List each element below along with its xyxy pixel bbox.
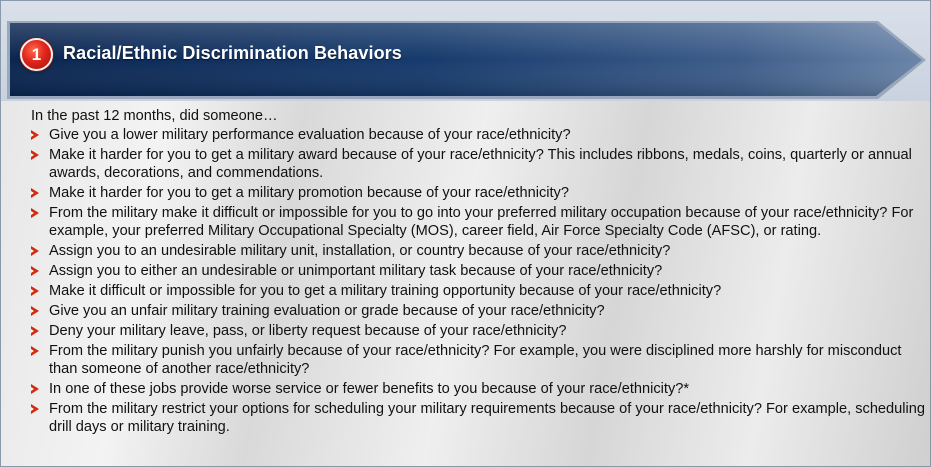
list-item [31, 302, 926, 320]
list-item [31, 400, 926, 436]
bullet-arrow-icon [31, 208, 39, 218]
list-item [31, 242, 926, 260]
bullet-arrow-icon [31, 306, 39, 316]
list-item [31, 126, 926, 144]
list-item-text: Give you an unfair military training evaluation or grade because of your race/ethnicity? [49, 302, 605, 319]
section-number-badge: 1 [20, 38, 53, 71]
list-item-text: In one of these jobs provide worse service or fewer benefits to you because of your race/ethnicity?* [49, 380, 690, 397]
bullet-arrow-icon [31, 266, 39, 276]
list-item [31, 380, 926, 398]
question-body [31, 107, 926, 438]
bullet-arrow-icon [31, 286, 39, 296]
title-banner [1, 1, 931, 101]
list-item-text: Assign you to either an undesirable or unimportant military task because of your race/ethnicity? [49, 263, 663, 280]
list-item-text: Deny your military leave, pass, or liberty request because of your race/ethnicity? [49, 322, 567, 339]
list-item [31, 262, 926, 280]
behavior-list [31, 126, 926, 436]
list-item [31, 282, 926, 300]
list-item [31, 204, 926, 240]
list-item-text: Make it difficult or impossible for you to get a military training opportunity because of your race/ethnicity? [49, 282, 722, 299]
list-item [31, 184, 926, 202]
list-item-text: From the military restrict your options for scheduling your military requirements because of your race/ethnicity? For example, scheduling drill days or military training. [49, 400, 925, 435]
list-item-text: Make it harder for you to get a military award because of your race/ethnicity? This includes ribbons, medals, coins, quarterly or annual awards, decorations, and commendations. [49, 147, 912, 182]
bullet-arrow-icon [31, 150, 39, 160]
bullet-arrow-icon [31, 326, 39, 336]
list-item [31, 322, 926, 340]
bullet-arrow-icon [31, 384, 39, 394]
list-item-text: Give you a lower military performance evaluation because of your race/ethnicity? [49, 127, 571, 144]
list-item-text: Assign you to an undesirable military unit, installation, or country because of your race/ethnicity? [49, 243, 671, 260]
bullet-arrow-icon [31, 346, 39, 356]
bullet-arrow-icon [31, 130, 39, 140]
list-item-text: Make it harder for you to get a military promotion because of your race/ethnicity? [49, 185, 569, 202]
page-title: Racial/Ethnic Discrimination Behaviors [63, 43, 402, 63]
bullet-arrow-icon [31, 188, 39, 198]
list-item-text: From the military punish you unfairly because of your race/ethnicity? For example, you were disciplined more harshly for misconduct than someone of another race/ethnicity? [49, 342, 902, 377]
list-item [31, 342, 926, 378]
list-item [31, 146, 926, 182]
bullet-arrow-icon [31, 246, 39, 256]
list-item-text: From the military make it difficult or impossible for you to go into your preferred military occupation because of your race/ethnicity? For example, your preferred Military Occupational Specialty (MOS), career field, Air Force Specialty Code (AFSC), or rating. [49, 205, 914, 240]
bullet-arrow-icon [31, 404, 39, 414]
question-intro: In the past 12 months, did someone… [31, 108, 278, 124]
